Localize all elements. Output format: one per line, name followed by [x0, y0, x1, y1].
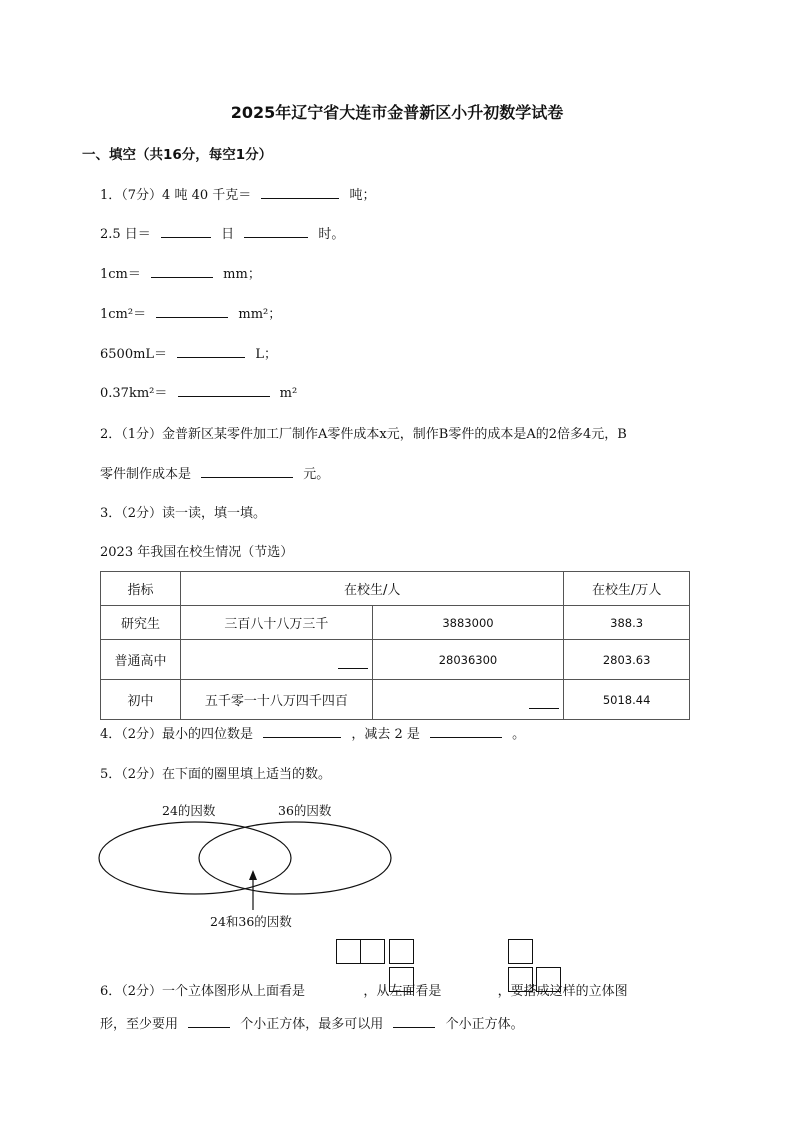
arrow-up-icon: [249, 870, 257, 880]
header-students-10k: 在校生/万人: [564, 572, 690, 606]
q2-line1: 2．（1分）金普新区某零件加工厂制作A零件成本x元，制作B零件的成本是A的2倍多4元，B: [100, 427, 627, 442]
venn-circle-24[interactable]: [99, 822, 291, 894]
answer-blank[interactable]: [263, 725, 341, 738]
q4-text: 4．（2分）最小的四位数是: [100, 727, 254, 742]
square-cell: [360, 939, 385, 964]
answer-blank[interactable]: [151, 265, 213, 278]
q5-text: 5．（2分）在下面的圈里填上适当的数。: [100, 767, 332, 782]
q1-e-text: 6500mL＝: [100, 347, 168, 362]
q2-unit: 元。: [303, 467, 330, 482]
q6-line1: [100, 980, 628, 999]
table-cell: 五千零一十八万四千四百: [181, 680, 373, 720]
answer-blank[interactable]: [161, 225, 211, 238]
students-table: [100, 571, 690, 720]
q1-b-unit-hour: 时。: [318, 227, 345, 242]
q4-text-mid: ，减去 2 是: [351, 727, 420, 742]
q1-line-f: [100, 382, 297, 401]
venn-label-36: 36的因数: [278, 803, 332, 818]
q1-line-d: [100, 303, 281, 322]
q1-line-e: [100, 343, 277, 362]
q6-line2-text: 形，至少要用: [100, 1017, 179, 1032]
table-answer-cell[interactable]: [181, 640, 373, 680]
q1-c-text: 1cm＝: [100, 267, 141, 282]
square-cell: [389, 939, 414, 964]
q1-b-unit-day: 日: [221, 227, 235, 242]
page-title: 2025年辽宁省大连市金普新区小升初数学试卷: [230, 103, 564, 122]
q1-f-unit: m²: [279, 386, 298, 401]
table-cell: 三百八十八万三千: [181, 606, 373, 640]
q4-line: [100, 723, 525, 742]
table-cell: 2803.63: [564, 640, 690, 680]
header-indicator: 指标: [101, 572, 181, 606]
answer-blank[interactable]: [393, 1015, 435, 1028]
section-heading-fill-blank: 一、填空（共16分，每空1分）: [82, 147, 273, 163]
q6-line2: [100, 1013, 524, 1032]
q2-line2: [100, 463, 329, 482]
q6-text-end: ，要搭成这样的立体图: [497, 984, 628, 999]
venn-label-24: 24的因数: [162, 803, 216, 818]
answer-blank[interactable]: [188, 1015, 230, 1028]
q1-a-text: 1．（7分）4 吨 40 千克＝: [100, 188, 252, 203]
answer-blank[interactable]: [261, 186, 339, 199]
answer-blank[interactable]: [430, 725, 502, 738]
q6-line2-text-end: 个小正方体。: [445, 1017, 524, 1032]
q1-d-unit: mm²；: [238, 307, 282, 322]
table-cell: 研究生: [101, 606, 181, 640]
answer-blank[interactable]: [244, 225, 308, 238]
answer-blank[interactable]: [178, 384, 270, 397]
q6-text-mid: ，从左面看是: [363, 984, 442, 999]
q1-line-c: [100, 263, 261, 282]
q1-e-unit: L；: [255, 347, 277, 362]
answer-blank[interactable]: [177, 345, 245, 358]
q6-text: 6．（2分）一个立体图形从上面看是: [100, 984, 306, 999]
q4-text-end: 。: [512, 727, 526, 742]
q1-c-unit: mm；: [223, 267, 261, 282]
table-cell: 初中: [101, 680, 181, 720]
table-caption: 2023 年我国在校生情况（节选）: [100, 545, 294, 560]
table-cell: 388.3: [564, 606, 690, 640]
venn-diagram: [95, 818, 405, 914]
venn-circle-36[interactable]: [199, 822, 391, 894]
q1-b-text: 2.5 日＝: [100, 227, 151, 242]
square-cell: [508, 939, 533, 964]
table-row: [101, 640, 690, 680]
q3-text: 3．（2分）读一读，填一填。: [100, 506, 267, 521]
square-cell: [336, 939, 361, 964]
q6-line2-text-mid: 个小正方体，最多可以用: [240, 1017, 384, 1032]
q1-d-text: 1cm²＝: [100, 307, 147, 322]
answer-blank[interactable]: [201, 465, 293, 478]
q1-line-b: [100, 223, 344, 242]
header-students-persons: 在校生/人: [181, 572, 564, 606]
q1-line-a: [100, 184, 376, 203]
table-row: [101, 606, 690, 640]
table-cell: 普通高中: [101, 640, 181, 680]
table-row: [101, 680, 690, 720]
venn-label-common: 24和36的因数: [210, 914, 292, 929]
answer-blank[interactable]: [338, 658, 368, 669]
q2-text: 零件制作成本是: [100, 467, 192, 482]
answer-blank[interactable]: [156, 305, 228, 318]
q1-f-text: 0.37km²＝: [100, 386, 168, 401]
table-answer-cell[interactable]: [372, 680, 564, 720]
table-cell: 5018.44: [564, 680, 690, 720]
table-header-row: [101, 572, 690, 606]
q1-a-unit: 吨；: [349, 188, 376, 203]
table-cell: 28036300: [372, 640, 564, 680]
answer-blank[interactable]: [529, 698, 559, 709]
table-cell: 3883000: [372, 606, 564, 640]
